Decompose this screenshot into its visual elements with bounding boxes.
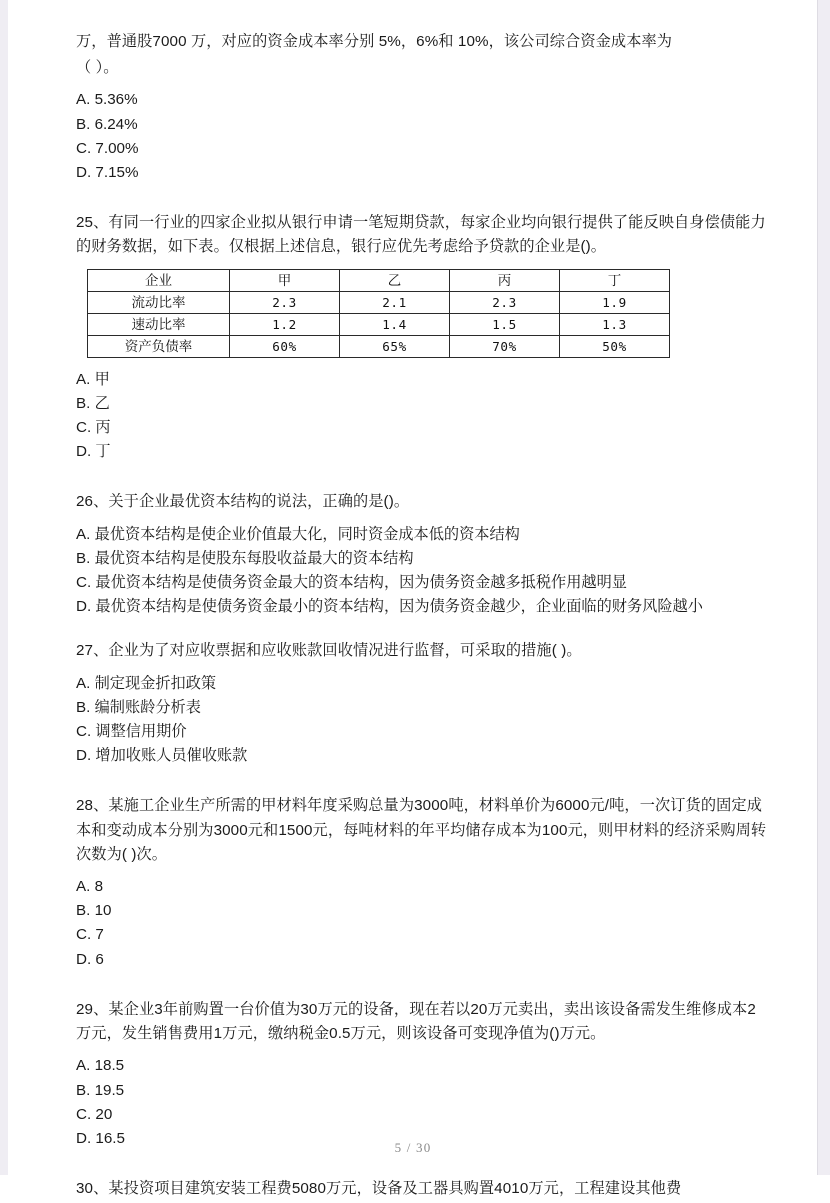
option-d[interactable]: D. 增加收账人员催收账款 — [76, 747, 248, 765]
option-d[interactable]: D. 最优资本结构是使债务资金最小的资本结构，因为债务资金越少，企业面临的财务风险越小 — [76, 598, 703, 616]
cell-debt-ratio-jia: 60% — [230, 335, 340, 357]
question-block-29 — [76, 998, 768, 1151]
page-footer — [8, 1140, 818, 1156]
table-row — [88, 313, 670, 335]
question-26-stem: 26、关于企业最优资本结构的说法，正确的是()。 — [76, 493, 410, 511]
option-d[interactable]: D. 7.15% — [76, 164, 139, 182]
table-row — [88, 335, 670, 357]
page-content — [76, 30, 768, 1203]
question-stem-line-1: 万，普通股7000 万，对应的资金成本率分别 5%，6%和 10%，该公司综合资金成本率为 — [76, 33, 673, 50]
spacer — [76, 185, 768, 211]
question-block-24-continuation — [76, 30, 768, 185]
option-b[interactable]: B. 10 — [76, 902, 112, 920]
cell-quick-ratio-yi: 1.4 — [340, 313, 450, 335]
option-a[interactable]: A. 甲 — [76, 370, 110, 388]
cell-current-ratio-bing: 2.3 — [450, 291, 560, 313]
option-b[interactable]: B. 6.24% — [76, 115, 138, 133]
row-label-current-ratio: 流动比率 — [88, 291, 230, 313]
option-d[interactable]: D. 16.5 — [76, 1129, 125, 1147]
question-25-stem: 25、有同一行业的四家企业拟从银行申请一笔短期贷款，每家企业均向银行提供了能反映自身偿债能力的财务数据，如下表。仅根据上述信息，银行应优先考虑给予贷款的企业是()。 — [76, 214, 766, 256]
option-b[interactable]: B. 乙 — [76, 394, 110, 412]
question-block-30 — [76, 1177, 768, 1201]
option-b[interactable]: B. 19.5 — [76, 1081, 125, 1099]
table-header-ding: 丁 — [560, 269, 670, 291]
cell-debt-ratio-bing: 70% — [450, 335, 560, 357]
table-header-jia: 甲 — [230, 269, 340, 291]
option-b[interactable]: B. 编制账龄分析表 — [76, 698, 201, 716]
question-stem-line-2: （ ）。 — [76, 59, 119, 77]
option-d[interactable]: D. 6 — [76, 950, 104, 968]
table-row — [88, 291, 670, 313]
option-a[interactable]: A. 制定现金折扣政策 — [76, 674, 217, 692]
option-a[interactable]: A. 5.36% — [76, 91, 138, 109]
row-label-debt-ratio: 资产负债率 — [88, 335, 230, 357]
question-30-stem: 30、某投资项目建筑安装工程费5080万元，设备及工器具购置4010万元，工程建设其他费 — [76, 1180, 682, 1198]
cell-quick-ratio-jia: 1.2 — [230, 313, 340, 335]
table-header-row — [88, 269, 670, 291]
table-header-enterprise: 企业 — [88, 269, 230, 291]
question-block-27 — [76, 639, 768, 768]
cell-debt-ratio-yi: 65% — [340, 335, 450, 357]
question-29-stem: 29、某企业3年前购置一台价值为30万元的设备，现在若以20万元卖出，卖出该设备需发生维修成本2万元，发生销售费用1万元，缴纳税金0.5万元，则该设备可变现净值为()万元。 — [76, 1000, 756, 1043]
cell-debt-ratio-ding: 50% — [560, 335, 670, 357]
cell-quick-ratio-bing: 1.5 — [450, 313, 560, 335]
cell-quick-ratio-ding: 1.3 — [560, 313, 670, 335]
row-label-quick-ratio: 速动比率 — [88, 313, 230, 335]
spacer — [76, 619, 768, 639]
solvency-ratio-table — [87, 269, 670, 358]
option-a[interactable]: A. 最优资本结构是使企业价值最大化，同时资金成本低的资本结构 — [76, 525, 520, 543]
spacer — [76, 768, 768, 794]
question-block-28 — [76, 794, 768, 971]
cell-current-ratio-yi: 2.1 — [340, 291, 450, 313]
question-block-25 — [76, 211, 768, 464]
option-c[interactable]: C. 7.00% — [76, 139, 139, 157]
option-c[interactable]: C. 20 — [76, 1105, 113, 1123]
option-b[interactable]: B. 最优资本结构是使股东每股收益最大的资本结构 — [76, 549, 414, 567]
option-a[interactable]: A. 8 — [76, 878, 104, 896]
option-a[interactable]: A. 18.5 — [76, 1057, 125, 1075]
option-c[interactable]: C. 丙 — [76, 419, 111, 437]
option-c[interactable]: C. 最优资本结构是使债务资金最大的资本结构，因为债务资金越多抵税作用越明显 — [76, 574, 627, 592]
table-header-yi: 乙 — [340, 269, 450, 291]
option-d[interactable]: D. 丁 — [76, 443, 111, 461]
question-27-stem: 27、企业为了对应收票据和应收账款回收情况进行监督，可采取的措施( )。 — [76, 642, 582, 660]
option-c[interactable]: C. 7 — [76, 926, 104, 944]
cell-current-ratio-jia: 2.3 — [230, 291, 340, 313]
solvency-table-wrapper — [87, 269, 768, 358]
spacer — [76, 464, 768, 490]
question-block-26 — [76, 490, 768, 619]
document-page — [8, 0, 818, 1198]
option-c[interactable]: C. 调整信用期价 — [76, 723, 187, 741]
question-28-stem: 28、某施工企业生产所需的甲材料年度采购总量为3000吨，材料单价为6000元/吨，一次订货的固定成本和变动成本分别为3000元和1500元，每吨材料的年平均储存成本为100元，则甲材料的经济采购周转次数为( )次。 — [76, 797, 767, 863]
page-number-label: 5 / 30 — [394, 1140, 432, 1155]
cell-current-ratio-ding: 1.9 — [560, 291, 670, 313]
spacer — [76, 972, 768, 998]
table-header-bing: 丙 — [450, 269, 560, 291]
